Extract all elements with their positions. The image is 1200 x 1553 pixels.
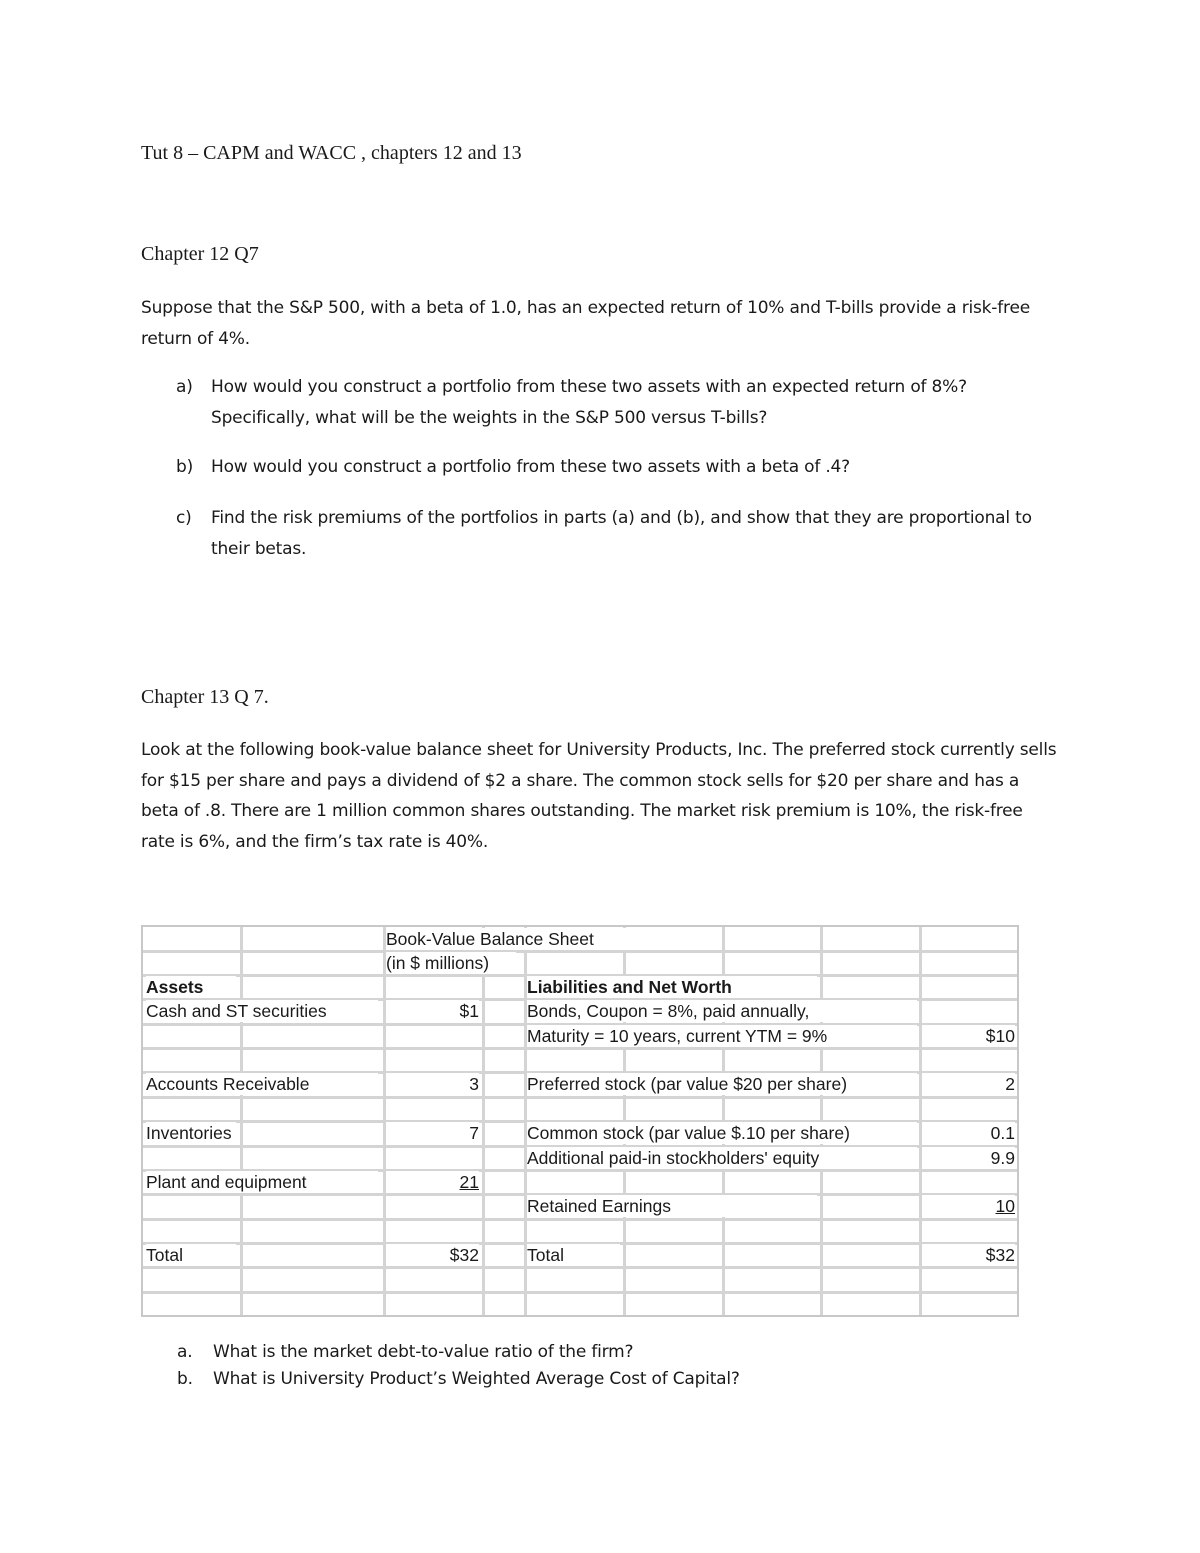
sheet-title: Book-Value Balance Sheet bbox=[386, 928, 716, 950]
document-title: Tut 8 – CAPM and WACC , chapters 12 and 13 bbox=[141, 142, 522, 164]
question-label: a. bbox=[177, 1342, 193, 1362]
question-label: b) bbox=[176, 457, 194, 477]
cash-value: $1 bbox=[386, 1000, 479, 1022]
question-label: c) bbox=[176, 508, 192, 528]
plant-value: 21 bbox=[386, 1171, 479, 1193]
retained-earnings-value: 10 bbox=[922, 1195, 1015, 1217]
grid-line bbox=[143, 1266, 1017, 1269]
grid-line bbox=[143, 1291, 1017, 1294]
question-label: a) bbox=[176, 377, 193, 397]
question-text: Find the risk premiums of the portfolios in parts (a) and (b), and show that they are proportional to their betas. bbox=[211, 508, 1032, 559]
cash-label: Cash and ST securities bbox=[146, 1000, 378, 1022]
apic-value: 9.9 bbox=[922, 1147, 1015, 1169]
preferred-stock-label: Preferred stock (par value $20 per share) bbox=[527, 1073, 917, 1095]
question-text: What is the market debt-to-value ratio of the firm? bbox=[213, 1342, 634, 1362]
question-text: How would you construct a portfolio from these two assets with a beta of .4? bbox=[211, 457, 850, 477]
total-liabilities-value: $32 bbox=[922, 1244, 1015, 1266]
sheet-subtitle: (in $ millions) bbox=[386, 952, 516, 974]
bonds-value: $10 bbox=[922, 1025, 1015, 1047]
accounts-receivable-value: 3 bbox=[386, 1073, 479, 1095]
bonds-line-1: Bonds, Coupon = 8%, paid annually, bbox=[527, 1000, 917, 1022]
apic-label: Additional paid-in stockholders' equity bbox=[527, 1147, 917, 1169]
accounts-receivable-label: Accounts Receivable bbox=[146, 1073, 378, 1095]
grid-line bbox=[143, 1047, 1017, 1050]
total-assets-value: $32 bbox=[386, 1244, 479, 1266]
question-text: What is University Product’s Weighted Average Cost of Capital? bbox=[213, 1369, 740, 1389]
question-text: How would you construct a portfolio from these two assets with an expected return of 8%? Specifically, what will be the weights in the S&P 500 versus T-bills? bbox=[211, 377, 967, 428]
chapter-13-heading: Chapter 13 Q 7. bbox=[141, 686, 269, 708]
inventories-label: Inventories bbox=[146, 1122, 236, 1144]
plant-label: Plant and equipment bbox=[146, 1171, 378, 1193]
assets-header: Assets bbox=[146, 976, 236, 998]
grid-line bbox=[143, 950, 1017, 953]
grid-line bbox=[143, 1218, 1017, 1221]
common-stock-value: 0.1 bbox=[922, 1122, 1015, 1144]
retained-earnings-label: Retained Earnings bbox=[527, 1195, 817, 1217]
total-liabilities-label: Total bbox=[527, 1244, 620, 1266]
common-stock-label: Common stock (par value $.10 per share) bbox=[527, 1122, 917, 1144]
liabilities-header: Liabilities and Net Worth bbox=[527, 976, 817, 998]
preferred-stock-value: 2 bbox=[922, 1073, 1015, 1095]
question-label: b. bbox=[177, 1369, 193, 1389]
bonds-line-2: Maturity = 10 years, current YTM = 9% bbox=[527, 1025, 917, 1047]
chapter-12-intro: Suppose that the S&P 500, with a beta of 1.0, has an expected return of 10% and T-bills provide a risk-free return of 4%. bbox=[141, 298, 1030, 349]
chapter-13-intro: Look at the following book-value balance sheet for University Products, Inc. The preferred stock currently sells for $15 per share and pays a dividend of $2 a share. The common stock sells for $20 per share and has a beta of .8. There are 1 million common shares outstanding. The market risk premium is 10%, the risk-free rate is 6%, and the firm’s tax rate is 40%. bbox=[141, 740, 1057, 852]
chapter-12-heading: Chapter 12 Q7 bbox=[141, 243, 259, 265]
balance-sheet-table bbox=[141, 925, 1019, 1317]
total-assets-label: Total bbox=[146, 1244, 236, 1266]
grid-line bbox=[143, 1096, 1017, 1099]
inventories-value: 7 bbox=[386, 1122, 479, 1144]
